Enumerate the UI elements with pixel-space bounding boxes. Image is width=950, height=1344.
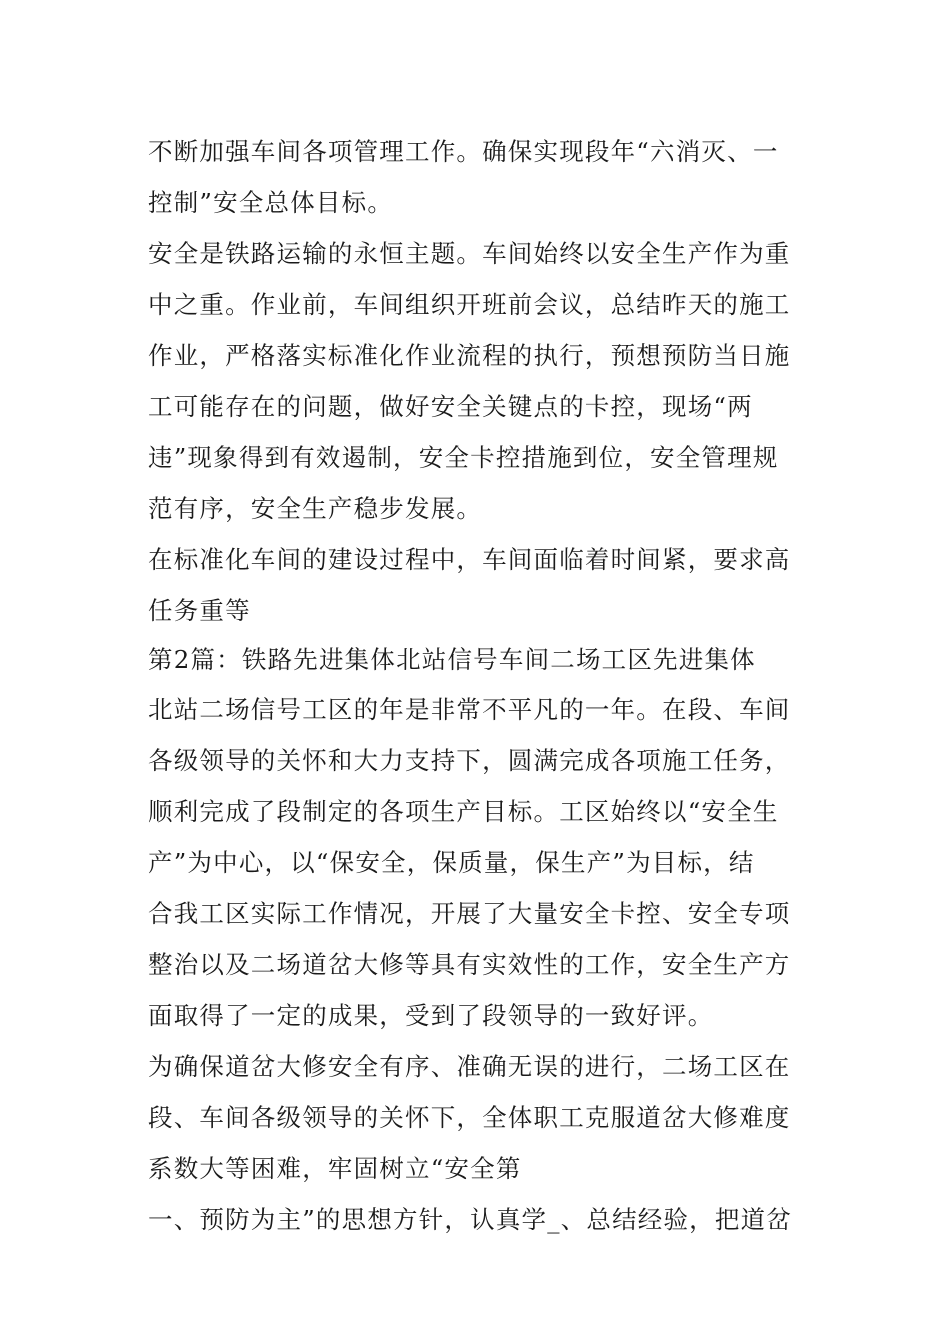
text-line: 系数大等困难，牢固树立“安全第	[148, 1154, 522, 1183]
text-line: 作业，严格落实标准化作业流程的执行，预想预防当日施	[148, 341, 791, 370]
text-line: 整治以及二场道岔大修等具有实效性的工作，安全生产方	[148, 950, 791, 979]
text-line: 面取得了一定的成果，受到了段领导的一致好评。	[148, 1001, 714, 1030]
section-heading: 第2篇：铁路先进集体北站信号车间二场工区先进集体	[148, 645, 756, 674]
text-line: 任务重等	[148, 596, 251, 625]
document-body	[148, 126, 818, 1245]
text-line: 范有序，安全生产稳步发展。	[148, 494, 483, 523]
text-line: 违”现象得到有效遏制，安全卡控措施到位，安全管理规	[148, 443, 779, 472]
text-line: 北站二场信号工区的年是非常不平凡的一年。在段、车间	[148, 695, 791, 724]
text-line: 为确保道岔大修安全有序、准确无误的进行，二场工区在	[148, 1052, 791, 1081]
text-line: 不断加强车间各项管理工作。确保实现段年“六消灭、一	[148, 137, 779, 166]
text-line: 安全是铁路运输的永恒主题。车间始终以安全生产作为重	[148, 239, 791, 268]
text-line: 控制”安全总体目标。	[148, 188, 394, 217]
text-line: 在标准化车间的建设过程中，车间面临着时间紧，要求高	[148, 545, 791, 574]
text-line: 段、车间各级领导的关怀下，全体职工克服道岔大修难度	[148, 1103, 791, 1132]
text-line: 产”为中心，以“保安全，保质量，保生产”为目标，结	[148, 848, 755, 877]
text-line: 一、预防为主”的思想方针，认真学_、总结经验，把道岔	[148, 1205, 792, 1234]
text-line: 各级领导的关怀和大力支持下，圆满完成各项施工任务，	[148, 746, 791, 775]
text-line: 合我工区实际工作情况，开展了大量安全卡控、安全专项	[148, 899, 791, 928]
text-line: 中之重。作业前，车间组织开班前会议，总结昨天的施工	[148, 290, 791, 319]
text-line: 顺利完成了段制定的各项生产目标。工区始终以“安全生	[148, 797, 779, 826]
text-line: 工可能存在的问题，做好安全关键点的卡控，现场“两	[148, 392, 753, 421]
